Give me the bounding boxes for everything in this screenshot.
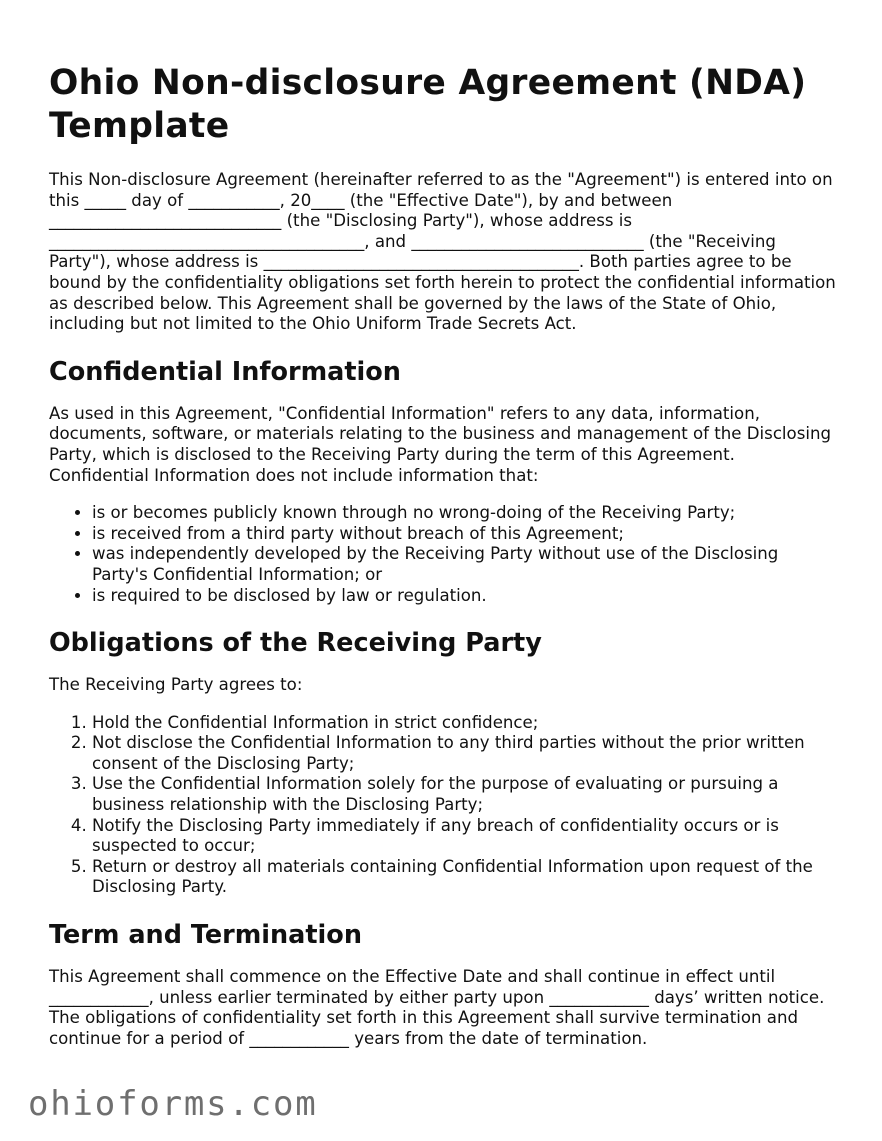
list-item: 3. Use the Confidential Information solely for the purpose of evaluating or pursuing a business relationship with the Disclosing Party; <box>92 774 839 815</box>
list-item: • is or becomes publicly known through no wrong-doing of the Receiving Party; <box>92 503 839 524</box>
confidential-information-heading: Confidential Information <box>49 356 401 387</box>
list-item: 5. Return or destroy all materials containing Confidential Information upon request of the Disclosing Party. <box>92 857 839 898</box>
obligations-list <box>49 713 839 898</box>
list-item: • is required to be disclosed by law or regulation. <box>92 586 839 607</box>
term-termination-text: This Agreement shall commence on the Effective Date and shall continue in effect until ____________, unless earlier terminated by either party upon ____________ days’ written notice. The obligations of confidentiality set forth in this Agreement shall survive termination and continue for a period of ____________ years from the date of termination. <box>49 967 825 1048</box>
confidential-information-text: As used in this Agreement, "Confidential Information" refers to any data, information, documents, software, or materials relating to the business and management of the Disclosing Party, which is disclosed to the Receiving Party during the term of this Agreement. Confidential Information does not include information that: <box>49 403 832 485</box>
list-item: 4. Notify the Disclosing Party immediately if any breach of confidentiality occurs or is suspected to occur; <box>92 816 839 857</box>
term-termination-heading: Term and Termination <box>49 920 362 951</box>
exclusions-list <box>49 503 839 606</box>
document-title: Ohio Non-disclosure Agreement (NDA) Template <box>49 63 807 146</box>
list-item: • was independently developed by the Receiving Party without use of the Disclosing Party's Confidential Information; or <box>92 544 839 585</box>
intro-paragraph: This Non-disclosure Agreement (hereinafter referred to as the "Agreement") is entered into on this _____ day of ___________, 20____ (the "Effective Date"), by and between ____________________________ (the "Disclosing Party"), whose address is ______________________________________, and ____________________________ (the "Receiving Party"), whose address is ______________________________________. Both parties agree to be bound by the confidentiality obligations set forth herein to protect the confidential information as described below. This Agreement shall be governed by the laws of the State of Ohio, including but not limited to the Ohio Uniform Trade Secrets Act. <box>49 170 836 334</box>
list-item: 1. Hold the Confidential Information in strict confidence; <box>92 713 839 734</box>
list-item: 2. Not disclose the Confidential Information to any third parties without the prior written consent of the Disclosing Party; <box>92 733 839 774</box>
list-item: • is received from a third party without breach of this Agreement; <box>92 524 839 545</box>
document-page <box>49 62 839 1049</box>
obligations-heading: Obligations of the Receiving Party <box>49 628 542 659</box>
obligations-text: The Receiving Party agrees to: <box>49 675 303 695</box>
site-watermark: ohioforms.com <box>28 1084 318 1124</box>
